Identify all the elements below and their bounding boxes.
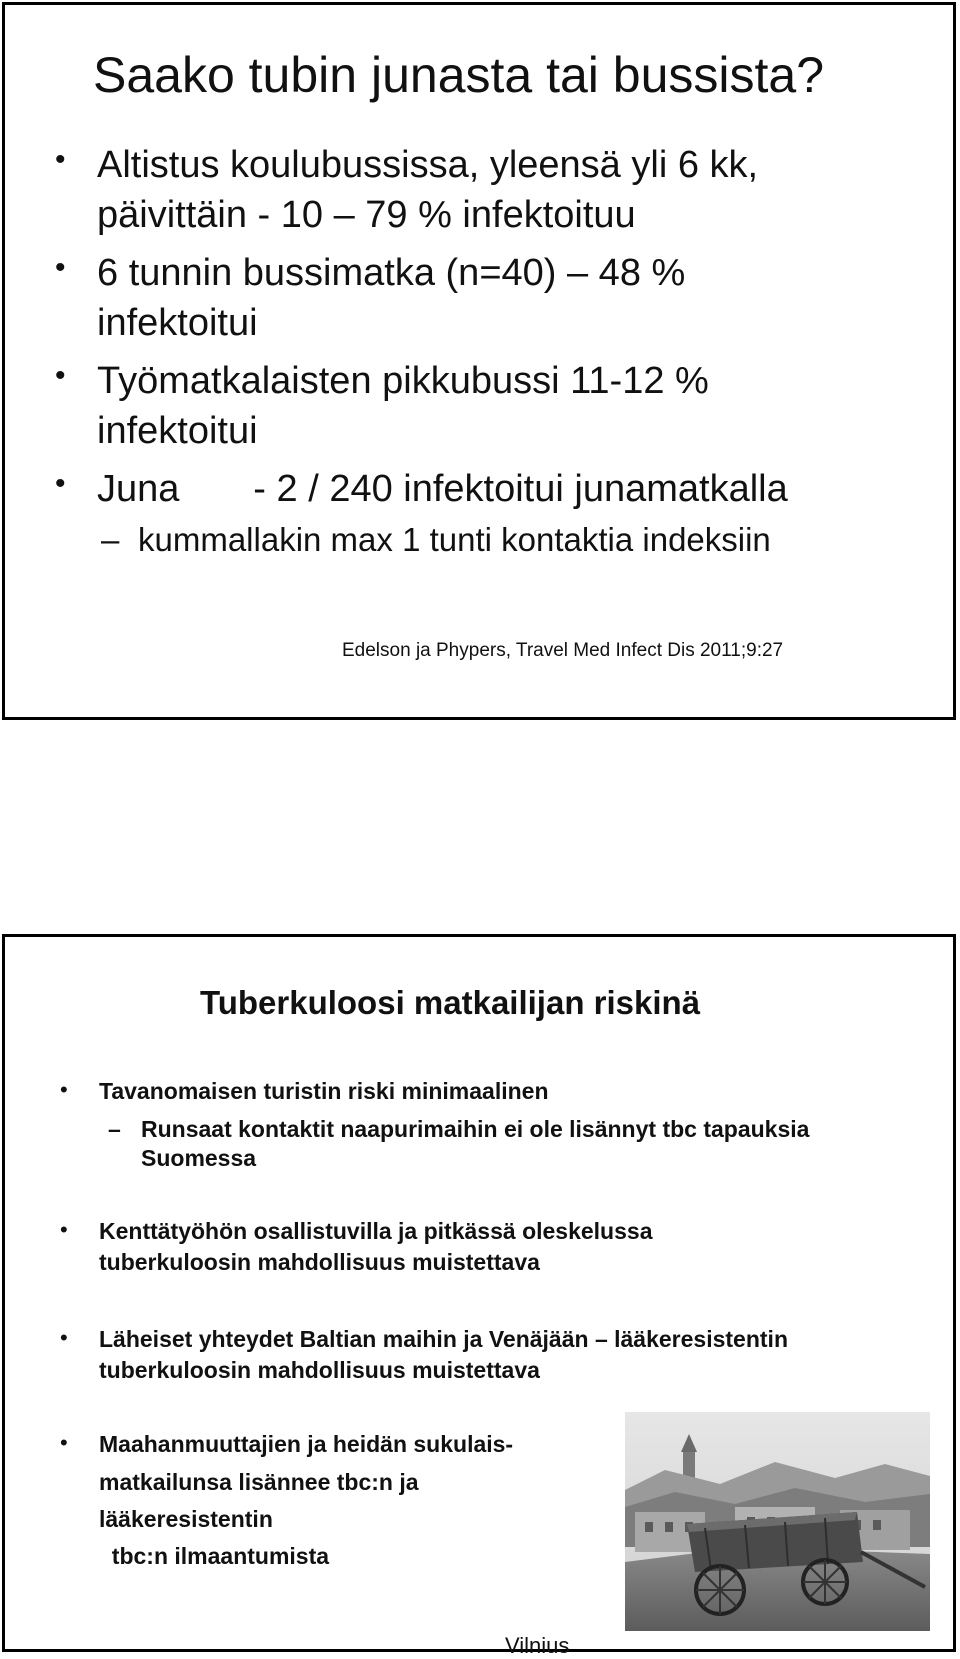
slide-1-bullet-3-line-2: infektoitui — [97, 410, 258, 452]
slide-1 — [2, 2, 956, 720]
slide-1-sub-bullet: kummallakin max 1 tunti kontaktia indeksiin — [138, 521, 771, 558]
slide-1-bullet-2-line-1: 6 tunnin bussimatka (n=40) – 48 % — [97, 252, 686, 294]
slide-2-bullet-2-line-2: tuberkuloosin mahdollisuus muistettava — [99, 1249, 540, 1275]
slide-1-bullet-1-line-1: Altistus koulubussissa, yleensä yli 6 kk, — [97, 144, 759, 186]
photo-caption: Vilnius — [505, 1633, 570, 1658]
bullet-dot: • — [60, 1217, 68, 1242]
vilnius-cart-photo — [625, 1412, 930, 1631]
slide-2-title: Tuberkuloosi matkailijan riskinä — [200, 984, 701, 1021]
slide-2-bullet-4-line-2: matkailunsa lisännee tbc:n ja — [99, 1469, 419, 1495]
slide-1-title: Saako tubin junasta tai bussista? — [93, 47, 825, 103]
slide-2-bullet-1: Tavanomaisen turistin riski minimaalinen — [99, 1078, 549, 1104]
slide-1-bullet-3-line-1: Työmatkalaisten pikkubussi 11-12 % — [97, 360, 709, 402]
bullet-dot: • — [60, 1077, 68, 1102]
slide-1-bullet-2-line-2: infektoitui — [97, 302, 258, 344]
slide-2-sub-bullet-line-1: Runsaat kontaktit naapurimaihin ei ole lisännyt tbc tapauksia — [141, 1116, 810, 1142]
cart-photo-image — [625, 1412, 930, 1631]
bullet-dot: • — [60, 1430, 68, 1455]
slide-2-bullet-2-line-1: Kenttätyöhön osallistuvilla ja pitkässä oleskelussa — [99, 1218, 653, 1244]
bullet-dot: • — [55, 143, 66, 176]
slide-2 — [2, 934, 956, 1658]
slide-2-bullet-4-line-4: tbc:n ilmaantumista — [99, 1543, 330, 1569]
citation: Edelson ja Phypers, Travel Med Infect Dis 2011;9:27 — [342, 640, 784, 661]
slide-1-bullet-4-line-1: Juna - 2 / 240 infektoitui junamatkalla — [97, 468, 788, 510]
bullet-dot: • — [55, 359, 66, 392]
slide-2-bullet-4-line-1: Maahanmuuttajien ja heidän sukulais- — [99, 1431, 514, 1457]
bullet-dot: • — [55, 251, 66, 284]
slide-2-bullet-4-line-3: lääkeresistentin — [99, 1506, 273, 1532]
slide-2-bullet-3-line-1: Läheiset yhteydet Baltian maihin ja Venäjään – lääkeresistentin — [99, 1326, 789, 1352]
slide-2-bullet-3-line-2: tuberkuloosin mahdollisuus muistettava — [99, 1357, 540, 1383]
slide-1-bullet-1-line-2: päivittäin - 10 – 79 % infektoituu — [97, 194, 636, 236]
sub-bullet-dash: – — [101, 521, 120, 558]
bullet-dot: • — [60, 1325, 68, 1350]
slide-2-sub-bullet-line-2: Suomessa — [141, 1145, 257, 1171]
bullet-dot: • — [55, 467, 66, 500]
sub-bullet-dash: – — [108, 1116, 121, 1142]
